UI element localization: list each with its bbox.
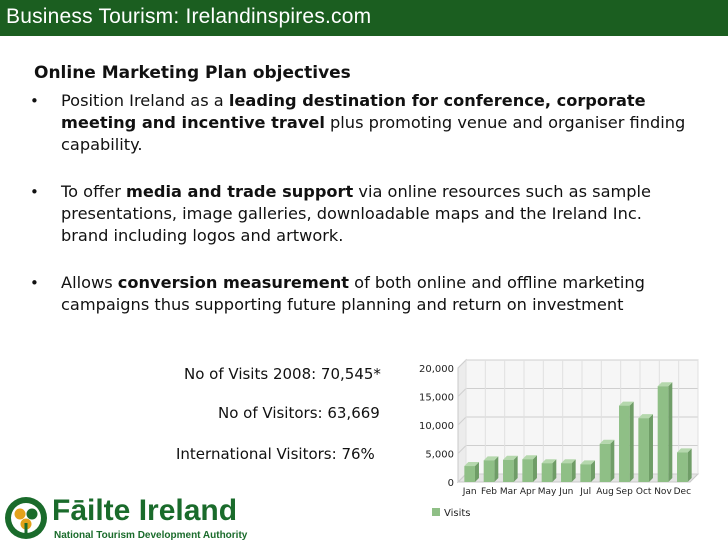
bullet-text <box>61 272 691 316</box>
bullet-text-bold: media and trade support <box>126 182 354 201</box>
bar <box>542 463 553 482</box>
bar-side <box>494 456 498 482</box>
bullet-text-normal: plus promoting venue and organiser finding capability. <box>61 113 686 154</box>
x-tick-label: Jun <box>559 487 574 497</box>
bar <box>638 418 649 482</box>
x-tick-label: Dec <box>673 487 692 497</box>
y-tick-label: 10,000 <box>419 421 454 432</box>
bar-side <box>688 448 692 482</box>
legend-swatch <box>432 508 440 516</box>
y-tick-label: 5,000 <box>425 449 454 461</box>
x-tick-label: Jan <box>462 487 477 497</box>
international-stat: International Visitors: 76% <box>176 445 375 463</box>
y-tick-label: 0 <box>447 478 454 489</box>
x-tick-label: Sep <box>615 487 633 497</box>
bar <box>580 464 591 482</box>
y-tick-label: 15,000 <box>419 392 454 404</box>
bar <box>677 452 688 482</box>
bar <box>561 463 572 482</box>
title-bar <box>0 0 728 36</box>
bar-side <box>649 414 653 482</box>
bullet-text <box>61 90 691 156</box>
x-tick-label: Nov <box>654 487 672 497</box>
y-tick-label: 20,000 <box>419 364 454 375</box>
visitors-stat: No of Visitors: 63,669 <box>218 404 380 422</box>
bar <box>600 444 611 482</box>
x-tick-label: Feb <box>481 487 497 497</box>
bullet-symbol: • <box>30 92 39 110</box>
bar-side <box>630 402 634 482</box>
bullet-text <box>61 181 691 247</box>
x-tick-label: May <box>537 487 557 497</box>
logo-name: Fāilte Ireland <box>52 494 238 527</box>
shamrock-logo-icon <box>4 496 48 540</box>
legend-label: Visits <box>444 508 471 519</box>
x-tick-label: Mar <box>499 487 517 497</box>
bullet-text-normal: of both online and offline marketing campaigns thus supporting future planning and return on investment <box>61 273 645 314</box>
bar <box>484 460 495 482</box>
bar-side <box>572 459 576 482</box>
bar-side <box>552 459 556 482</box>
bar <box>522 459 533 482</box>
x-tick-label: Jul <box>580 487 592 497</box>
failte-ireland-logo <box>4 494 248 544</box>
bullet-symbol: • <box>30 274 39 292</box>
bullet-text-bold: leading destination for conference, corporate meeting and incentive travel <box>61 91 646 132</box>
bar <box>464 466 475 482</box>
bullet-text-normal: via online resources such as sample presentations, image galleries, downloadable maps and the Ireland Inc. brand including logos and artwork. <box>61 182 652 245</box>
bullet-text-normal: Allows <box>61 273 118 292</box>
bar-side <box>610 440 614 482</box>
bar-side <box>668 382 672 482</box>
bar <box>503 460 514 482</box>
slide-title: Business Tourism: Irelandinspires.com <box>6 5 372 28</box>
bullet-symbol: • <box>30 183 39 201</box>
x-tick-label: Apr <box>519 487 536 497</box>
x-tick-label: Aug <box>596 487 614 497</box>
logo-tagline: National Tourism Development Authority <box>54 530 248 541</box>
visits-stat: No of Visits 2008: 70,545* <box>184 365 381 383</box>
bar-side <box>533 455 537 482</box>
x-tick-label: Oct <box>635 487 652 497</box>
bullet-text-normal: Position Ireland as a <box>61 91 229 110</box>
bar-side <box>514 456 518 482</box>
section-heading: Online Marketing Plan objectives <box>34 63 351 83</box>
bullet-text-bold: conversion measurement <box>117 273 350 292</box>
bar <box>658 386 669 482</box>
bullet-text-normal: To offer <box>61 182 127 201</box>
bar <box>619 406 630 482</box>
visits-bar-chart <box>412 352 702 524</box>
